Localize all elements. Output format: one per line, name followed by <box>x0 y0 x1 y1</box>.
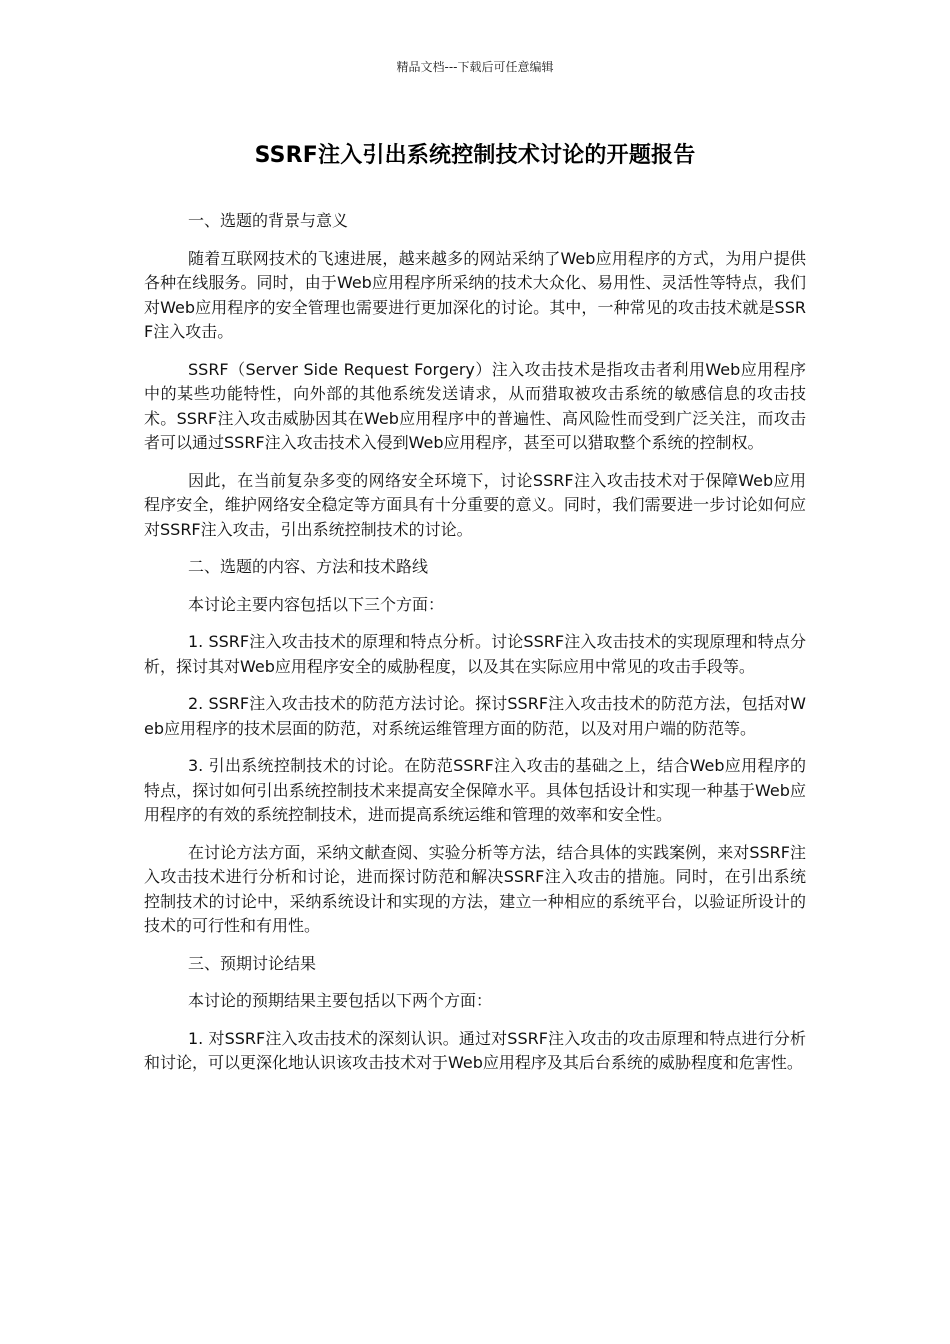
paragraph-results-intro: 本讨论的预期结果主要包括以下两个方面： <box>188 991 493 1010</box>
paragraph-methods: 在讨论方法方面，采纳文献查阅、实验分析等方法，结合具体的实践案例，来对SSRF注入攻击技术进行分析和讨论，进而探讨防范和解决SSRF注入攻击的措施。同时，在引出系统控制技术的讨论中，采纳系统设计和实现的方法，建立一种相应的系统平台，以验证所设计的技术的可行性和有用性。 <box>144 842 806 935</box>
section-heading-background: 一、选题的背景与意义 <box>188 211 349 230</box>
list-item-content-1: 1. SSRF注入攻击技术的原理和特点分析。讨论SSRF注入攻击技术的实现原理和特点分析，探讨其对Web应用程序安全的威胁程度，以及其在实际应用中常见的攻击手段等。 <box>144 632 806 676</box>
paragraph-background-3: 因此，在当前复杂多变的网络安全环境下，讨论SSRF注入攻击技术对于保障Web应用程序安全，维护网络安全稳定等方面具有十分重要的意义。同时，我们需要进一步讨论如何应对SSRF注入攻击，引出系统控制技术的讨论。 <box>144 470 806 539</box>
section-heading-content: 二、选题的内容、方法和技术路线 <box>188 557 429 576</box>
list-item-results-1: 1. 对SSRF注入攻击技术的深刻认识。通过对SSRF注入攻击的攻击原理和特点进行分析和讨论，可以更深化地认识该攻击技术对于Web应用程序及其后台系统的威胁程度和危害性。 <box>144 1028 806 1072</box>
list-item-content-3: 3. 引出系统控制技术的讨论。在防范SSRF注入攻击的基础之上，结合Web应用程序的特点，探讨如何引出系统控制技术来提高安全保障水平。具体包括设计和实现一种基于Web应用程序的有效的系统控制技术，进而提高系统运维和管理的效率和安全性。 <box>144 756 806 824</box>
document-body <box>144 209 806 1089</box>
list-item-content-2: 2. SSRF注入攻击技术的防范方法讨论。探讨SSRF注入攻击技术的防范方法，包括对Web应用程序的技术层面的防范，对系统运维管理方面的防范，以及对用户端的防范等。 <box>144 694 806 738</box>
paragraph-content-intro: 本讨论主要内容包括以下三个方面： <box>188 594 445 614</box>
paragraph-background-2: SSRF（Server Side Request Forgery）注入攻击技术是指攻击者利用Web应用程序中的某些功能特性，向外部的其他系统发送请求，从而猎取被攻击系统的敏感信息的攻击技术。SSRF注入攻击威胁因其在Web应用程序中的普遍性、高风险性而受到广泛关注，而攻击者可以通过SSRF注入攻击技术入侵到Web应用程序，甚至可以猎取整个系统的控制权。 <box>144 359 806 452</box>
page-header: 精品文档---下载后可任意编辑 <box>396 60 554 74</box>
paragraph-background-1: 随着互联网技术的飞速进展，越来越多的网站采纳了Web应用程序的方式，为用户提供各种在线服务。同时，由于Web应用程序所采纳的技术大众化、易用性、灵活性等特点，我们对Web应用程序的安全管理也需要进行更加深化的讨论。其中，一种常见的攻击技术就是SSRF注入攻击。 <box>144 248 806 341</box>
document-title: SSRF注入引出系统控制技术讨论的开题报告 <box>254 143 696 168</box>
section-heading-results: 三、预期讨论结果 <box>188 953 317 973</box>
